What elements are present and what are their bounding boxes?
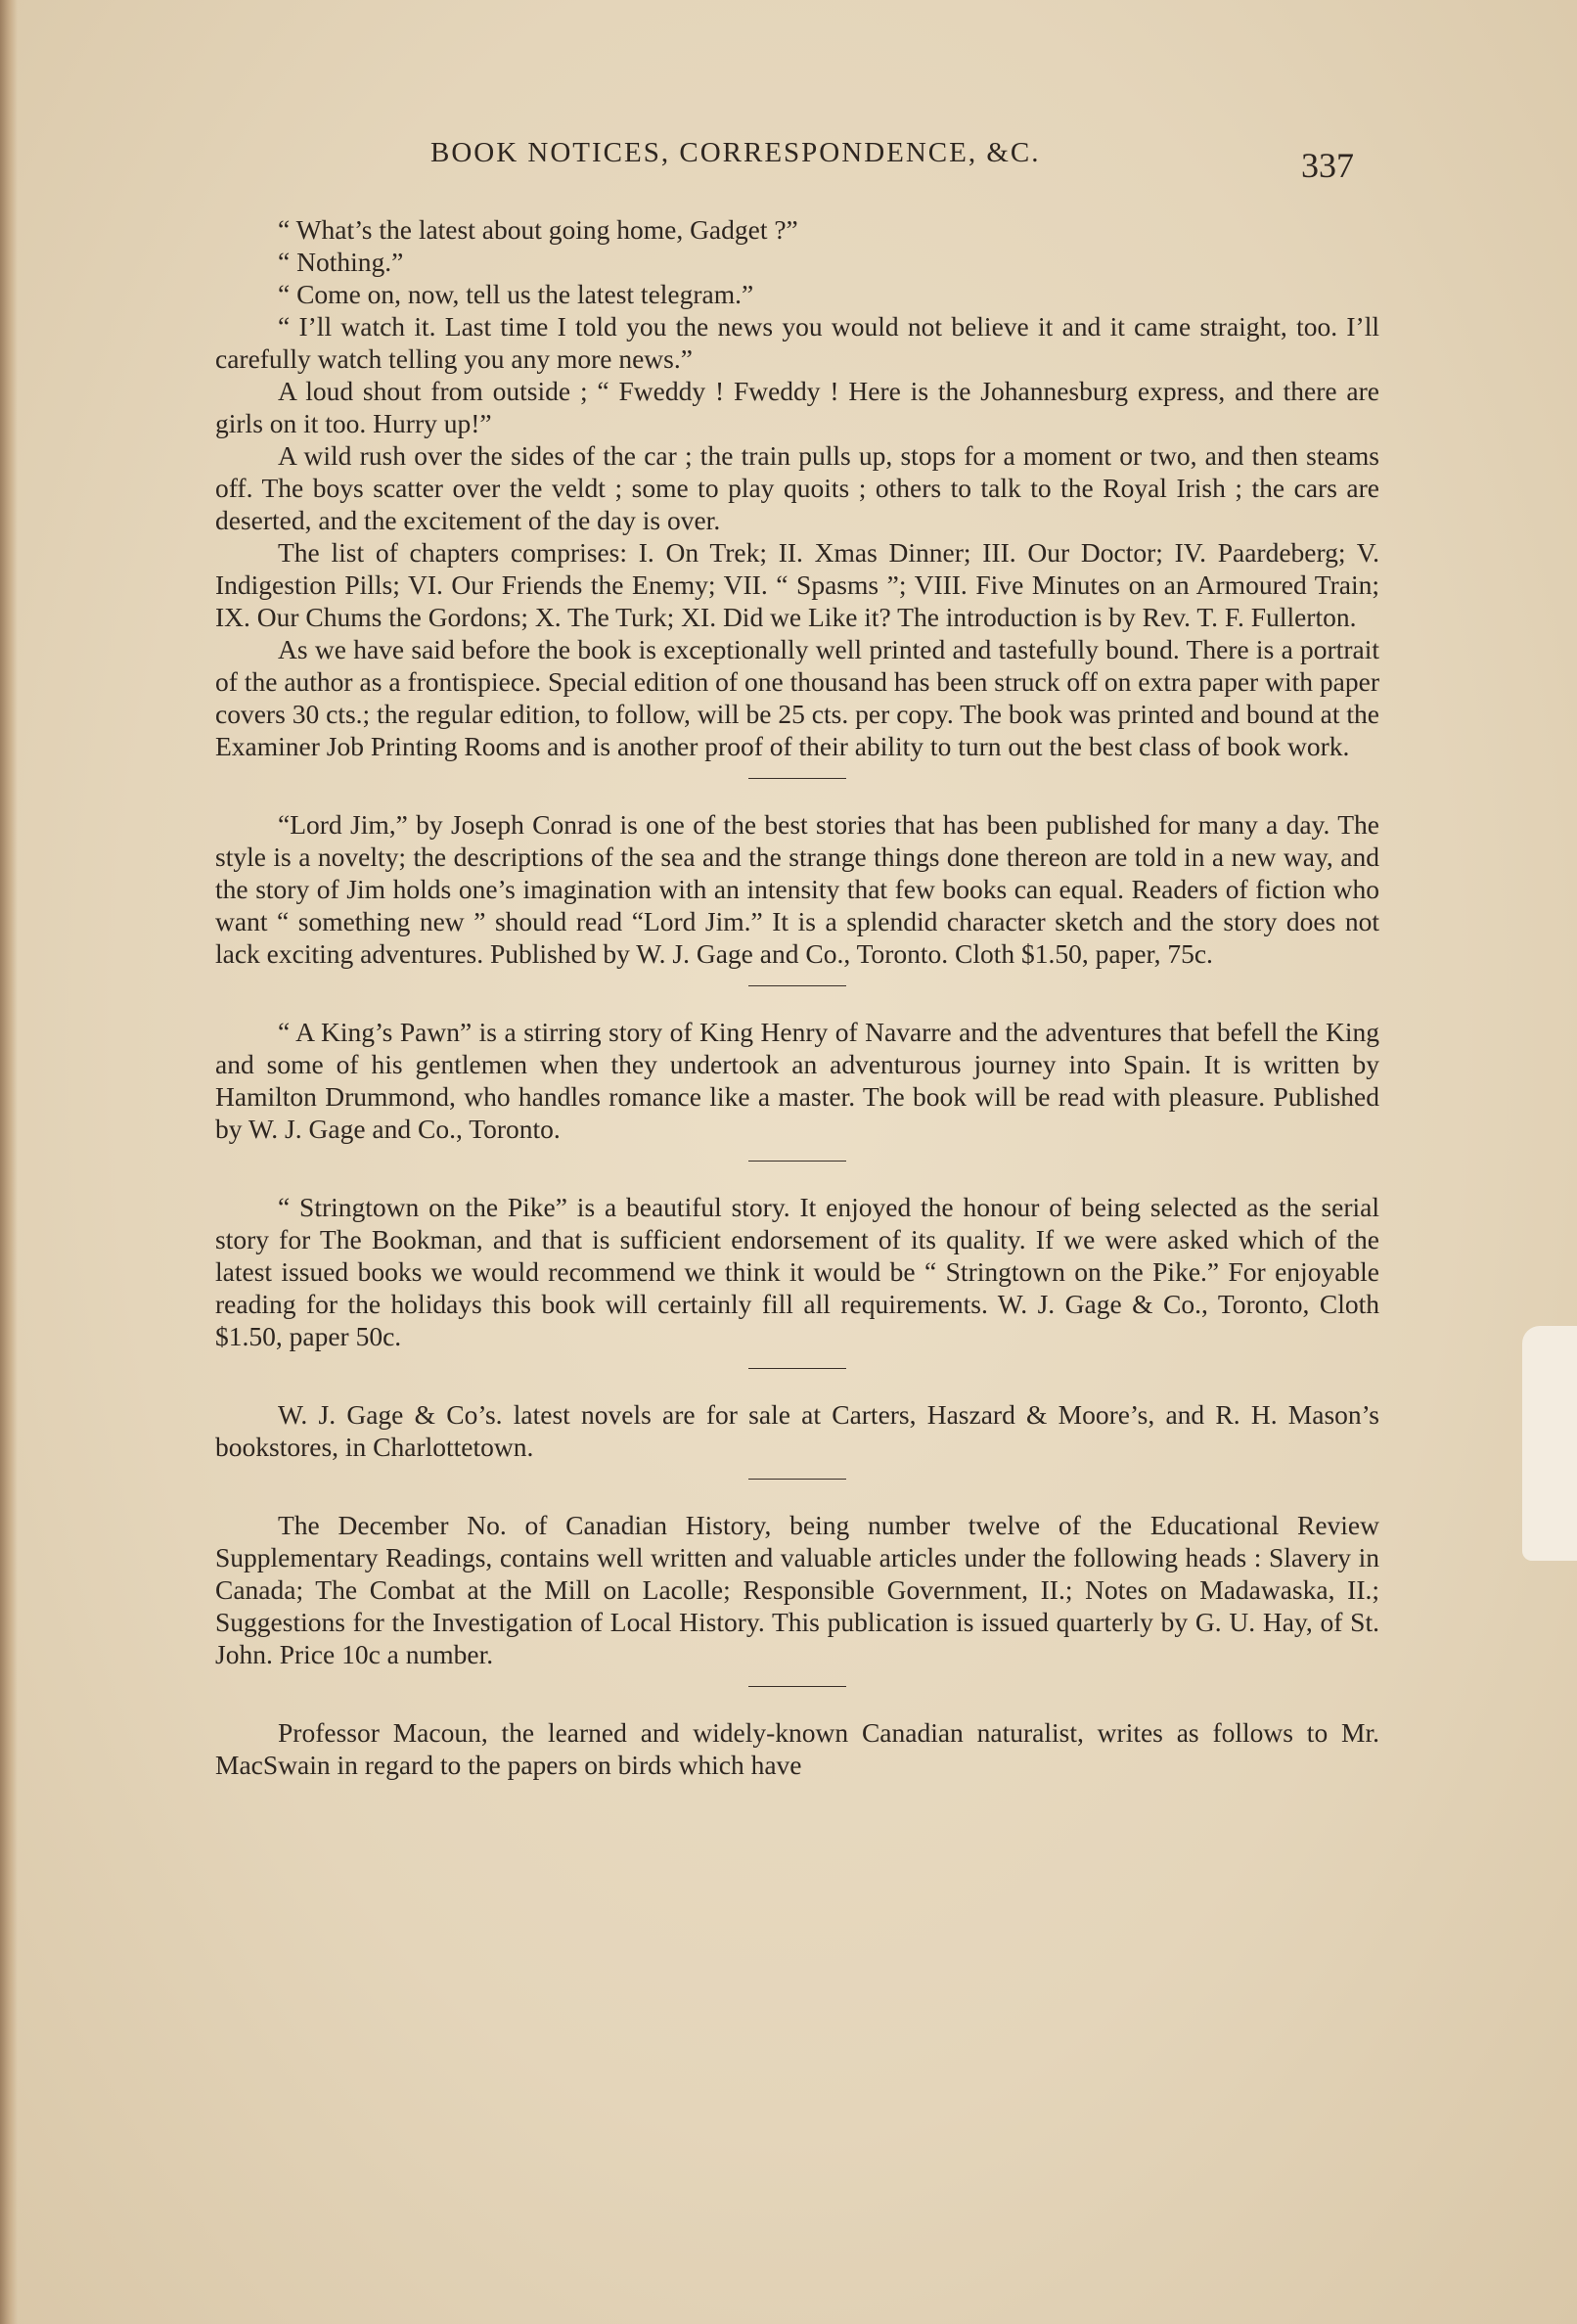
section-divider [748, 985, 846, 986]
body-text [215, 213, 1379, 1781]
section-divider [748, 1368, 846, 1369]
running-header: BOOK NOTICES, CORRESPONDENCE, &C. [430, 137, 1041, 168]
page-tear [1522, 1326, 1577, 1561]
section-divider [748, 1161, 846, 1162]
bookstores-notice: W. J. Gage & Co’s. latest novels are for sale at Carters, Haszard & Moore’s, and R. H. Mason’s bookstores, in Charlottetown. [215, 1399, 1379, 1462]
page-binding-edge [0, 0, 18, 2324]
book-description-paragraph: As we have said before the book is exceptionally well printed and tastefully bound. There is a portrait of the author as a frontispiece. Special edition of one thousand has been struck off on extra paper with paper covers 30 cts.; the regular edition, to follow, will be 25 cts. per copy. The book was printed and bound at the Examiner Job Printing Rooms and is another proof of their ability to turn out the best class of book work. [215, 634, 1379, 761]
section-divider [748, 1479, 846, 1480]
dialogue-line: “ Come on, now, tell us the latest telegram.” [278, 279, 754, 309]
lord-jim-notice: “Lord Jim,” by Joseph Conrad is one of the best stories that has been published for many a day. The style is a novelty; the descriptions of the sea and the strange things done thereon are told in a new way, and the story of Jim holds one’s imagination with an intensity that few books can equal. Readers of fiction who want “ something new ” should read “Lord Jim.” It is a splendid character sketch and the story does not lack exciting adventures. Published by W. J. Gage and Co., Toronto. Cloth $1.50, paper, 75c. [215, 809, 1379, 969]
dialogue-line: “ Nothing.” [278, 247, 404, 277]
dialogue-line: “ What’s the latest about going home, Gadget ?” [278, 214, 798, 245]
section-divider [748, 778, 846, 779]
page-number: 337 [1301, 146, 1354, 185]
narrative-paragraph: A wild rush over the sides of the car ; the train pulls up, stops for a moment or two, and then steams off. The boys scatter over the veldt ; some to play quoits ; others to talk to the Royal Irish ; the cars are deserted, and the excitement of the day is over. [215, 440, 1379, 535]
dialogue-line: “ I’ll watch it. Last time I told you the news you would not believe it and it came straight, too. I’ll carefully watch telling you any more news.” [215, 311, 1379, 374]
section-divider [748, 1686, 846, 1687]
stringtown-notice: “ Stringtown on the Pike” is a beautiful story. It enjoyed the honour of being selected as the serial story for The Bookman, and that is sufficient endorsement of its quality. If we were asked which of the latest issued books we would recommend we think it would be “ Stringtown on the Pike.” For enjoyable reading for the holidays this book will certainly fill all requirements. W. J. Gage & Co., Toronto, Cloth $1.50, paper 50c. [215, 1192, 1379, 1351]
kings-pawn-notice: “ A King’s Pawn” is a stirring story of King Henry of Navarre and the adventures that befell the King and some of his gentlemen when they undertook an adventurous journey into Spain. It is written by Hamilton Drummond, who handles romance like a master. The book will be read with pleasure. Published by W. J. Gage and Co., Toronto. [215, 1017, 1379, 1144]
canadian-history-notice: The December No. of Canadian History, being number twelve of the Educational Review Supplementary Readings, contains well written and valuable articles under the following heads : Slavery in Canada; The Combat at the Mill on Lacolle; Responsible Government, II.; Notes on Madawaska, II.; Suggestions for the Investigation of Local History. This publication is issued quarterly by G. U. Hay, of St. John. Price 10c a number. [215, 1510, 1379, 1669]
macoun-paragraph: Professor Macoun, the learned and widely-known Canadian naturalist, writes as follows to Mr. MacSwain in regard to the papers on birds which have [215, 1717, 1379, 1780]
narrative-paragraph: A loud shout from outside ; “ Fweddy ! Fweddy ! Here is the Johannesburg express, and there are girls on it too. Hurry up!” [215, 376, 1379, 438]
chapter-list-paragraph: The list of chapters comprises: I. On Trek; II. Xmas Dinner; III. Our Doctor; IV. Paardeberg; V. Indigestion Pills; VI. Our Friends the Enemy; VII. “ Spasms ”; VIII. Five Minutes on an Armoured Train; IX. Our Chums the Gordons; X. The Turk; XI. Did we Like it? The introduction is by Rev. T. F. Fullerton. [215, 537, 1379, 632]
